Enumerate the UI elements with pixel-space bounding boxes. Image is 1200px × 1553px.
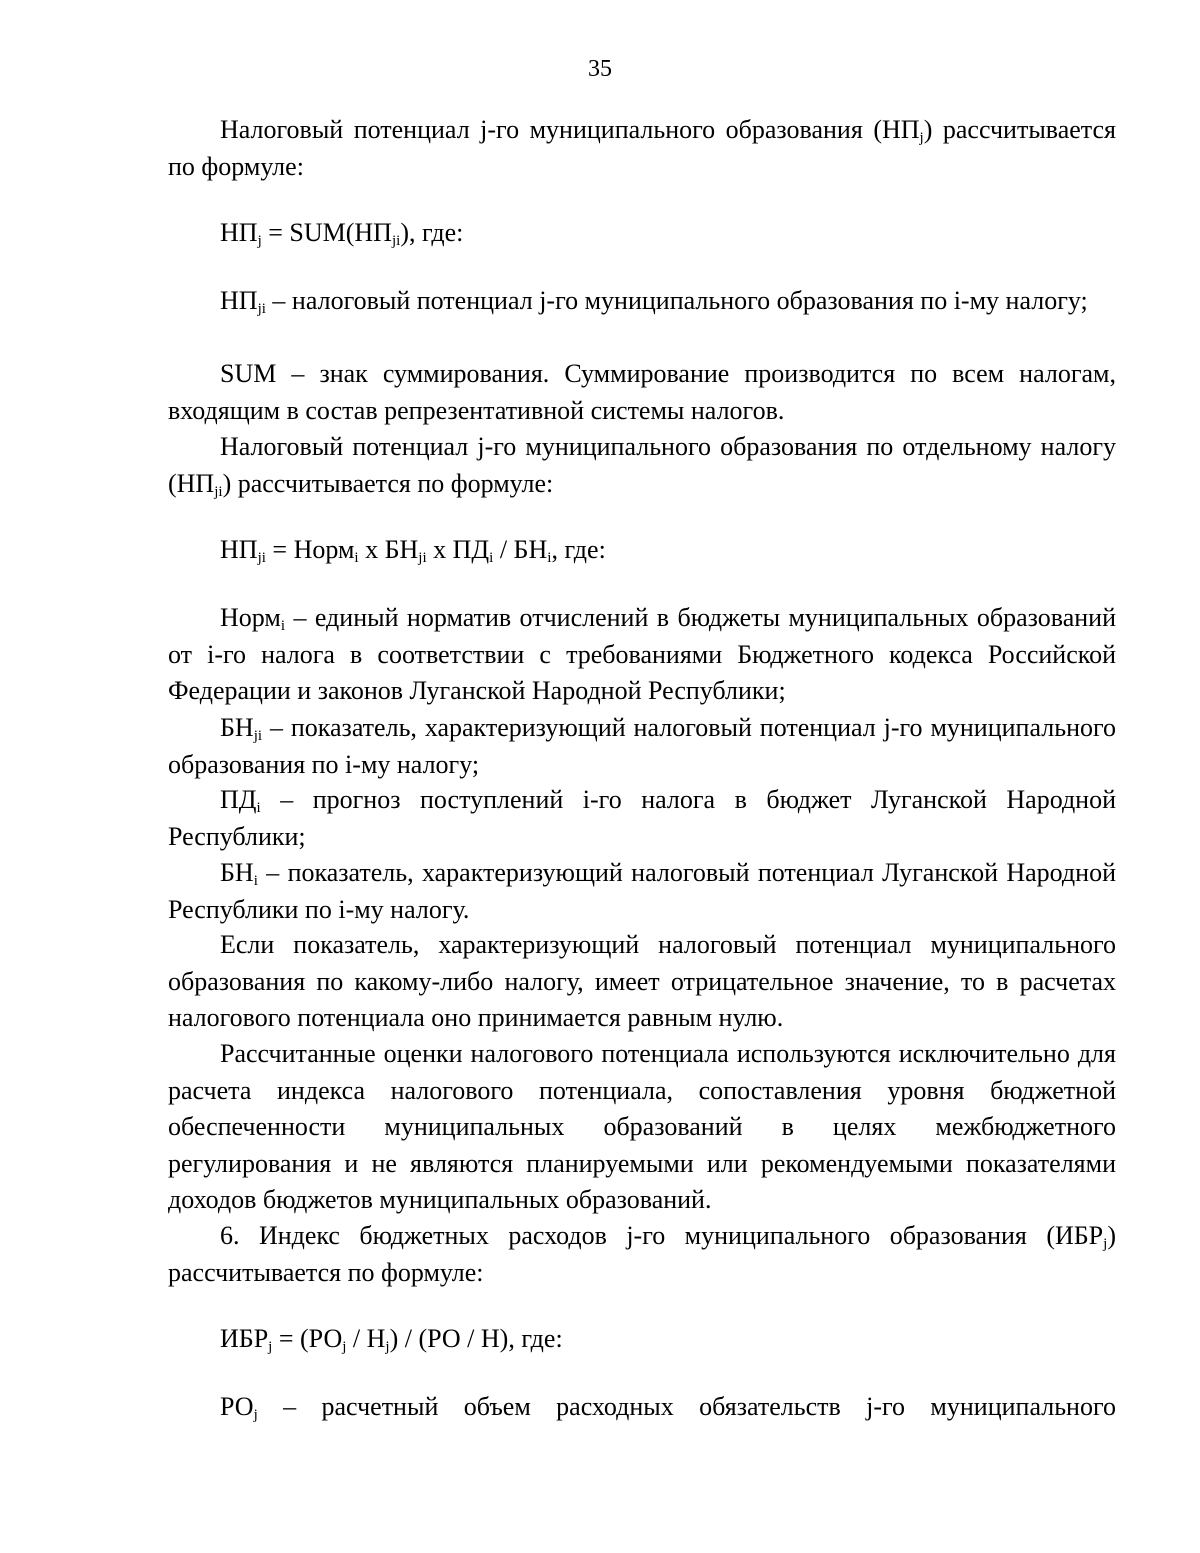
subscript: j <box>385 1339 390 1355</box>
text: – расчетный объем расходных обязательств j-го муниципального <box>257 1392 1116 1421</box>
text: ИБР <box>220 1324 269 1353</box>
paragraph-usage-of-estimates: Рассчитанные оценки налогового потенциала используются исключительно для расчета индекса налогового потенциала, сопоставления уровня бюджетной обеспеченности муниципальных образований в целях межбюджетного регулирования и не являются планируемыми или рекомендуемыми показателями доходов бюджетов муниципальных образований. <box>168 1039 1116 1214</box>
paragraph-bn-ji-definition <box>168 710 1116 783</box>
subscript: i <box>280 618 286 634</box>
text: 6. Индекс бюджетных расходов j-го муниципального образования (ИБР <box>220 1221 1104 1250</box>
text: – налоговый потенциал j-го муниципального образования по i-му налогу; <box>265 286 1088 315</box>
paragraph-sum-definition: SUM – знак суммирования. Суммирование производится по всем налогам, входящим в состав репрезентативной системы налогов. <box>168 359 1116 425</box>
text: НП <box>220 535 258 564</box>
text: ) рассчитывается по формуле: <box>222 468 554 498</box>
text: ), где: <box>400 218 464 247</box>
text: х ПД <box>426 535 490 564</box>
text: = SUM(НП <box>261 218 392 247</box>
paragraph-tax-potential-per-tax <box>168 429 1116 502</box>
subscript: j <box>257 233 262 249</box>
subscript: j <box>1103 1236 1108 1252</box>
text: БН <box>220 713 254 742</box>
text: ПД <box>220 785 257 814</box>
subscript: i <box>547 550 552 566</box>
formula-np-ji <box>220 532 1120 569</box>
paragraph-negative-value-rule: Если показатель, характеризующий налоговый потенциал муниципального образования по какому-либо налогу, имеет отрицательное значение, то в расчетах налогового потенциала оно принимается равным нулю. <box>168 930 1116 1032</box>
subscript: j <box>919 130 924 146</box>
paragraph-norm-definition <box>168 600 1116 710</box>
formula-np-j <box>220 215 1120 252</box>
subscript: j <box>268 1339 273 1355</box>
text: – показатель, характеризующий налоговый потенциал Луганской Народной Республики по i-му налогу. <box>168 858 1116 924</box>
text: Норм <box>220 603 281 632</box>
subscript: ji <box>418 550 427 566</box>
paragraph-bn-i-definition <box>168 855 1116 928</box>
text: х БН <box>358 535 419 564</box>
text: РО <box>220 1392 254 1421</box>
page-number: 35 <box>588 56 612 82</box>
text: – показатель, характеризующий налоговый потенциал j-го муниципального образования по i-му налогу; <box>168 713 1116 779</box>
text: Налоговый потенциал j-го муниципального образования по отдельному налогу (НП <box>168 432 1116 498</box>
subscript: ji <box>257 301 266 317</box>
subscript: i <box>354 550 359 566</box>
formula-ibr-j <box>220 1321 1120 1358</box>
text: БН <box>220 858 254 887</box>
text: , где: <box>551 535 606 564</box>
text: НП <box>220 218 258 247</box>
text: – единый норматив отчислений в бюджеты муниципальных образований от i-го налога в соответствии с требованиями Бюджетного кодекса Российской Федерации и законов Луганской Народной Республики; <box>168 603 1116 705</box>
subscript: ji <box>253 728 263 744</box>
text: – прогноз поступлений i-го налога в бюджет Луганской Народной Республики; <box>168 785 1116 851</box>
paragraph-tax-potential-intro <box>168 112 1116 185</box>
text: ) рассчитывается по формуле: <box>168 115 1116 181</box>
subscript: i <box>256 800 261 816</box>
text: Налоговый потенциал j-го муниципального образования (НП <box>220 115 920 144</box>
subscript: ji <box>214 483 223 500</box>
text: = Норм <box>265 535 355 564</box>
subscript: i <box>253 873 258 889</box>
text: ) рассчитывается по формуле: <box>168 1221 1116 1287</box>
subscript: ji <box>391 233 401 249</box>
text: ) / (РО / Н), где: <box>389 1324 563 1353</box>
subscript: ji <box>257 550 266 566</box>
text: = (РО <box>272 1324 343 1353</box>
text: / Н <box>346 1324 386 1353</box>
subscript: j <box>253 1407 258 1423</box>
paragraph-budget-expenditure-index <box>168 1218 1116 1291</box>
text: / БН <box>493 535 548 564</box>
subscript: i <box>489 550 494 566</box>
subscript: j <box>342 1339 347 1355</box>
paragraph-ro-j-definition <box>168 1389 1116 1426</box>
text: НП <box>220 286 258 315</box>
paragraph-np-ji-definition <box>168 283 1116 320</box>
paragraph-pd-definition <box>168 782 1116 855</box>
